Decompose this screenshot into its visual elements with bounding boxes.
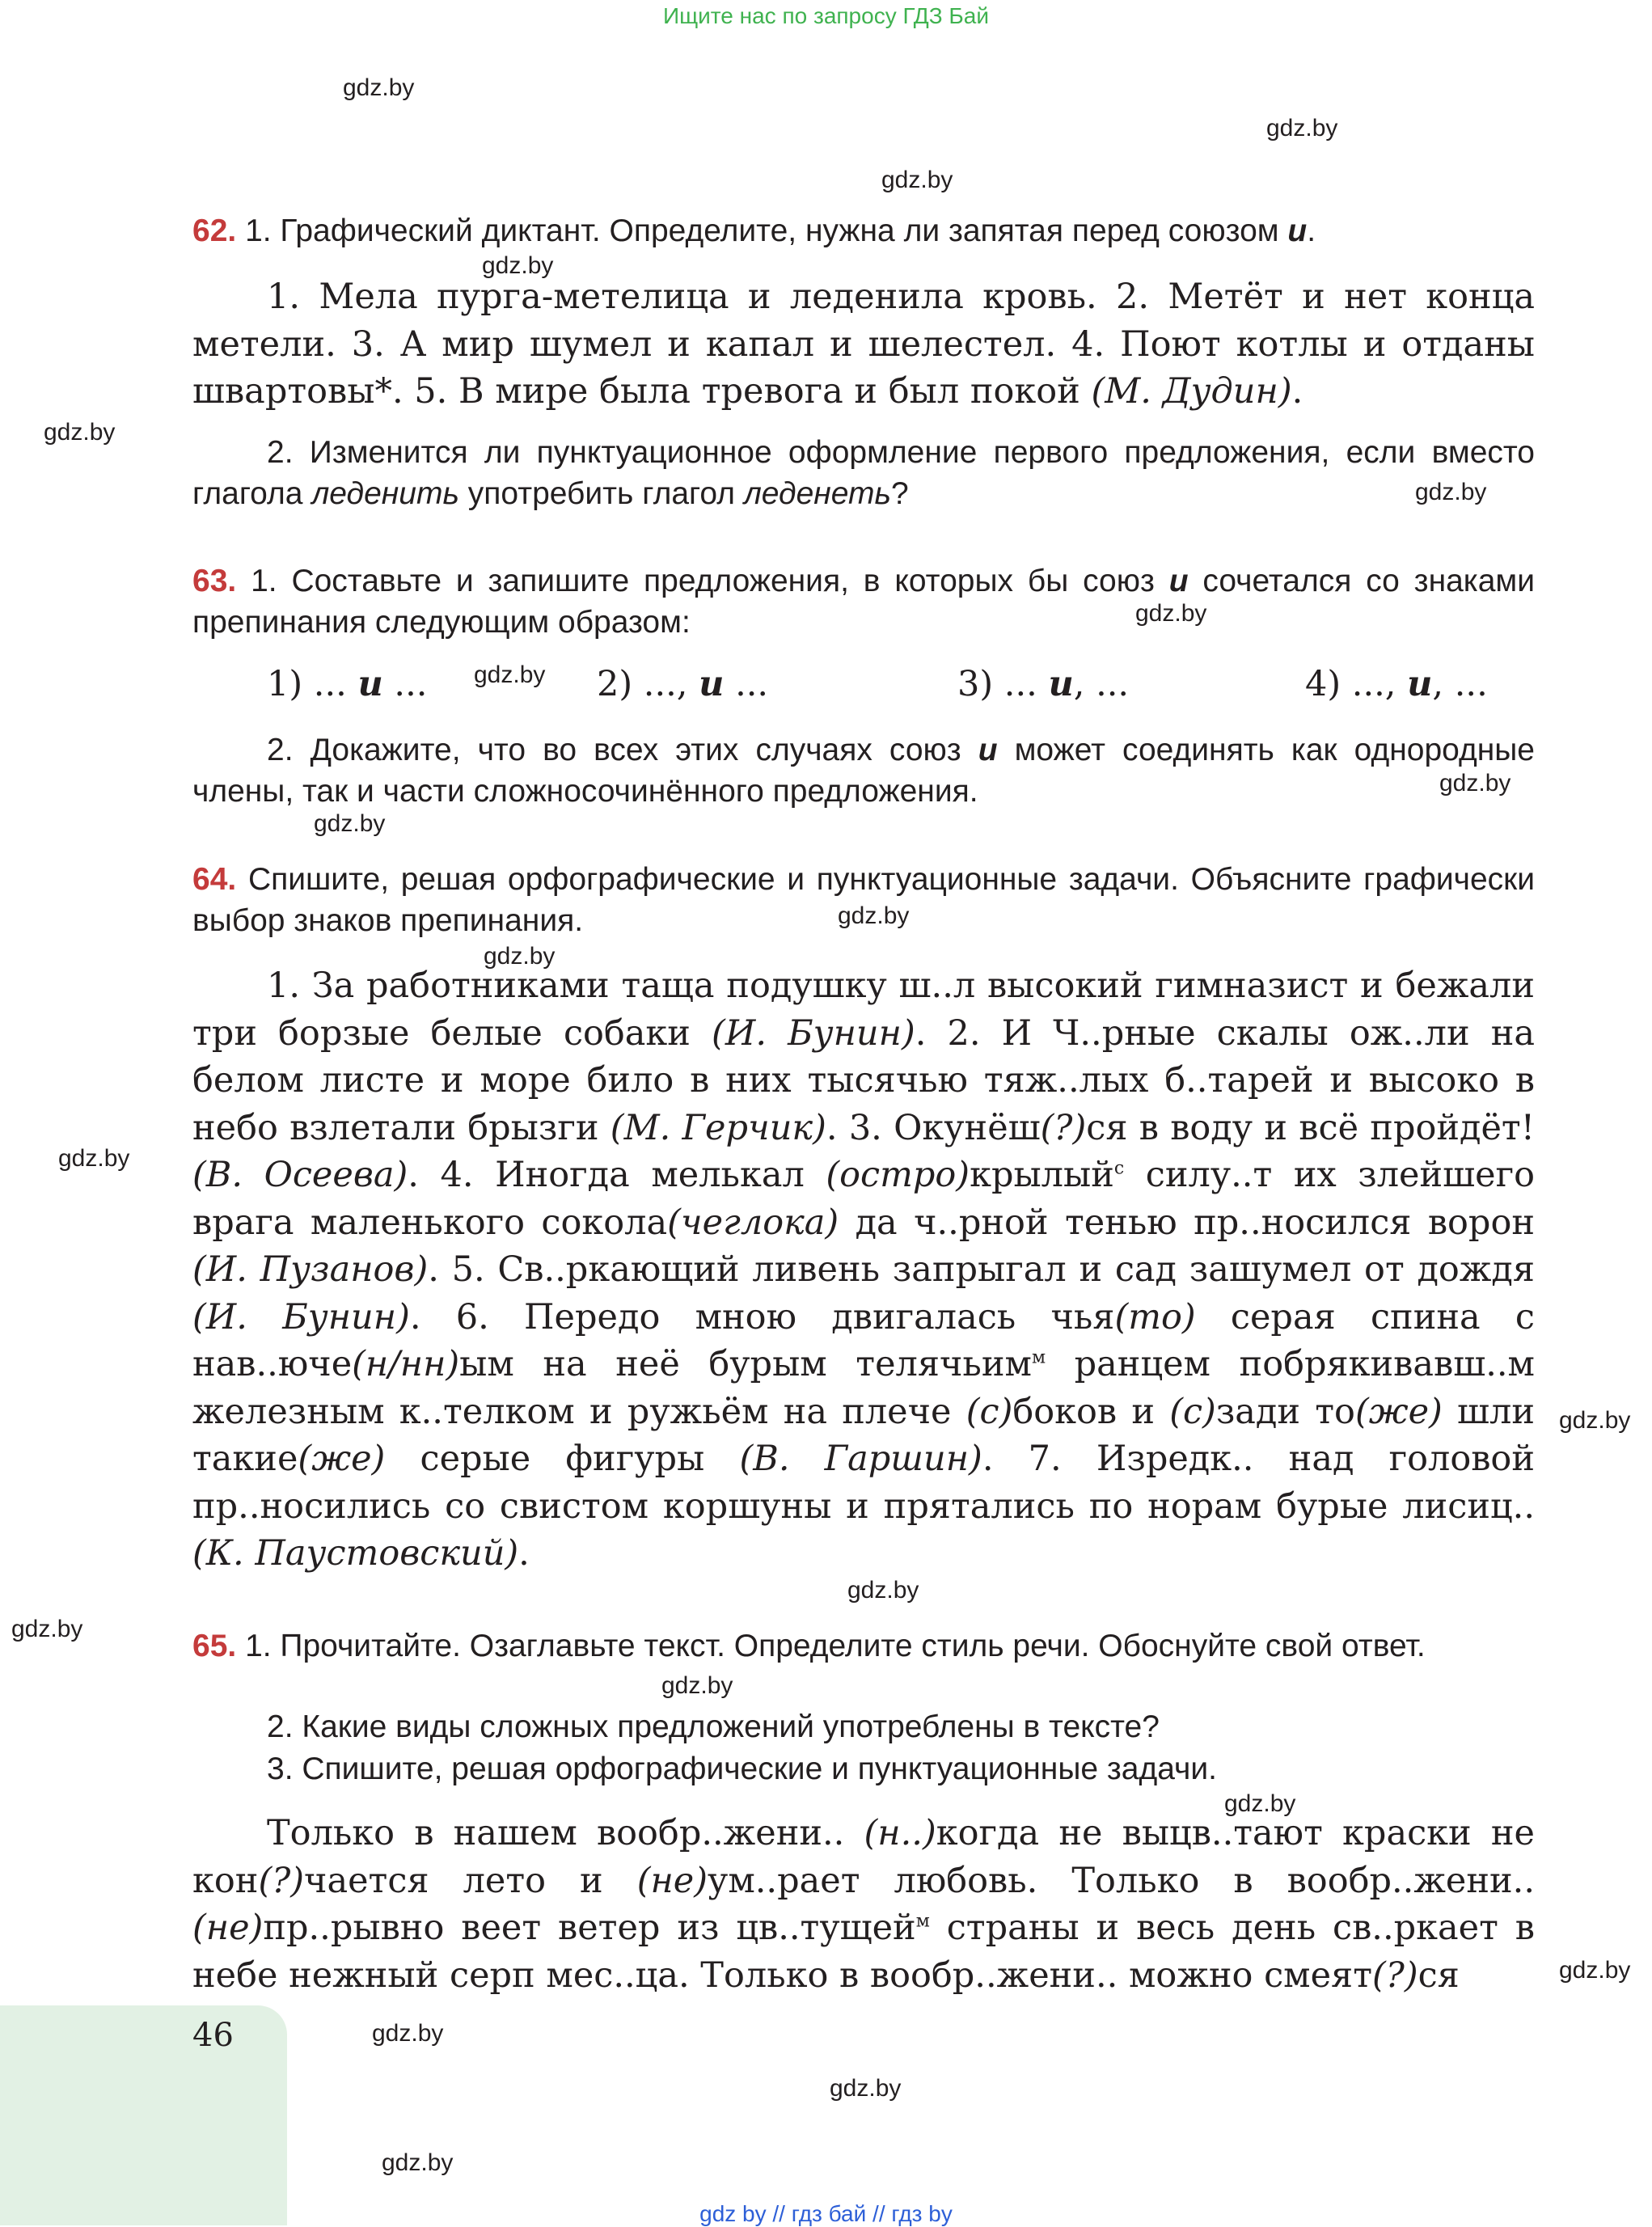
watermark: gdz.by <box>314 810 386 837</box>
watermark: gdz.by <box>372 2020 444 2047</box>
pattern-2: 2) ..., и ... <box>597 664 769 704</box>
watermark: gdz.by <box>482 252 554 279</box>
bottom-banner: gdz by // гдз бай // гдз by <box>699 2201 953 2226</box>
watermark: gdz.by <box>1266 115 1338 142</box>
watermark: gdz.by <box>484 943 556 970</box>
task-62-question-2: 2. Изменится ли пунктуационное оформление первого предложения, если вместо глагола леденить употребить глагол леденеть? <box>192 435 1535 511</box>
task-63-question-2: 2. Докажите, что во всех этих случаях союз и может соединять как однородные члены, так и части сложносочинённого предложения. <box>192 733 1535 809</box>
task-number: 64. <box>192 862 237 897</box>
watermark: gdz.by <box>1559 1407 1631 1434</box>
page-number: 46 <box>192 2017 234 2054</box>
watermark: gdz.by <box>343 74 415 101</box>
watermark: gdz.by <box>11 1616 83 1642</box>
watermark: gdz.by <box>44 419 116 446</box>
page-corner-decoration <box>0 2005 287 2225</box>
watermark: gdz.by <box>1415 479 1487 505</box>
top-banner: Ищите нас по запросу ГДЗ Бай <box>662 3 990 28</box>
watermark: gdz.by <box>1439 770 1511 797</box>
task-64-text: 1. За работниками таща подушку ш..л высокий гимназист и бежали три борзые белые собаки (И. Бунин). 2. И Ч..рные скалы ож..ли на белом листе и море било в них тысячью тяж..лых б..тарей и высоко в небо взлетали брызги (М. Герчик). 3. Окунёш(?)ся в воду и всё пройдёт! (В. Осеева). 4. Иногда мелькал (остро)крылый$^с$ силу..т их злейшего врага маленького сокола(чеглока) да ч..рной тенью пр..носился ворон (И. Пузанов). 5. Св..ркающий ливень запрыгал и сад зашумел от дождя (И. Бунин). 6. Передо мною двигалась чья(то) серая спина с нав..юче(н/нн)ым на неё бурым телячьим$^м$ ранцем побрякивавш..м железным к..телком и ружьём на плече (с)боков и (с)зади то(же) шли такие(же) серые фигуры (В. Гаршин). 7. Изредк.. над головой пр..носились со свистом коршуны и прятались по норам бурые лисиц.. (К. Паустовский). <box>192 966 1536 1574</box>
watermark: gdz.by <box>1135 600 1207 627</box>
task-number: 63. <box>192 564 237 598</box>
watermark: gdz.by <box>881 167 953 193</box>
pattern-1: 1) ... и ... <box>267 664 428 704</box>
watermark: gdz.by <box>58 1145 130 1172</box>
watermark: gdz.by <box>661 1672 733 1699</box>
watermark: gdz.by <box>1224 1790 1296 1817</box>
watermark: gdz.by <box>838 902 910 929</box>
pattern-3: 3) ... и, ... <box>957 664 1130 704</box>
task-62-sentences: 1. Мела пурга-метелица и леденила кровь. 2. Метёт и нет конца метели. 3. А мир шумел и капал и шелестел. 4. Поют котлы и отданы швартовы*. 5. В мире была тревога и был покой (М. Дудин). <box>192 277 1535 412</box>
task-65-question-2: 2. Какие виды сложных предложений употреблены в тексте? <box>267 1709 1160 1744</box>
watermark: gdz.by <box>830 2075 902 2102</box>
task-number: 65. <box>192 1629 237 1663</box>
task-65-question-3: 3. Спишите, решая орфографические и пунктуационные задачи. <box>267 1752 1217 1786</box>
task-65-text: Только в нашем вообр..жени.. (н..)когда не выцв..тают краски не кон(?)чается лето и (не)ум..рает любовь. Только в вообр..жени.. (не)пр..рывно веет ветер из цв..тущей$^м$ страны и весь день св..ркает в небе нежный серп мес..ца. Только в вообр..жени.. можно смеят(?)ся <box>192 1813 1535 1996</box>
pattern-4: 4) ..., и, ... <box>1305 664 1488 704</box>
task-65-instruction: 65. 1. Прочитайте. Озаглавьте текст. Определите стиль речи. Обоснуйте свой ответ. <box>192 1629 1426 1663</box>
task-63-instruction: 63. 1. Составьте и запишите предложения, в которых бы союз и сочетался со знаками препинания следующим образом: <box>192 564 1535 640</box>
task-62-instruction: 62. 1. Графический диктант. Определите, нужна ли запятая перед союзом и. <box>192 213 1316 248</box>
task-64-instruction: 64. Спишите, решая орфографические и пунктуационные задачи. Объясните графически выбор знаков препинания. <box>192 862 1535 938</box>
watermark: gdz.by <box>847 1577 919 1604</box>
watermark: gdz.by <box>382 2149 454 2176</box>
watermark: gdz.by <box>1559 1957 1631 1984</box>
task-number: 62. <box>192 213 237 248</box>
watermark: gdz.by <box>474 661 546 688</box>
